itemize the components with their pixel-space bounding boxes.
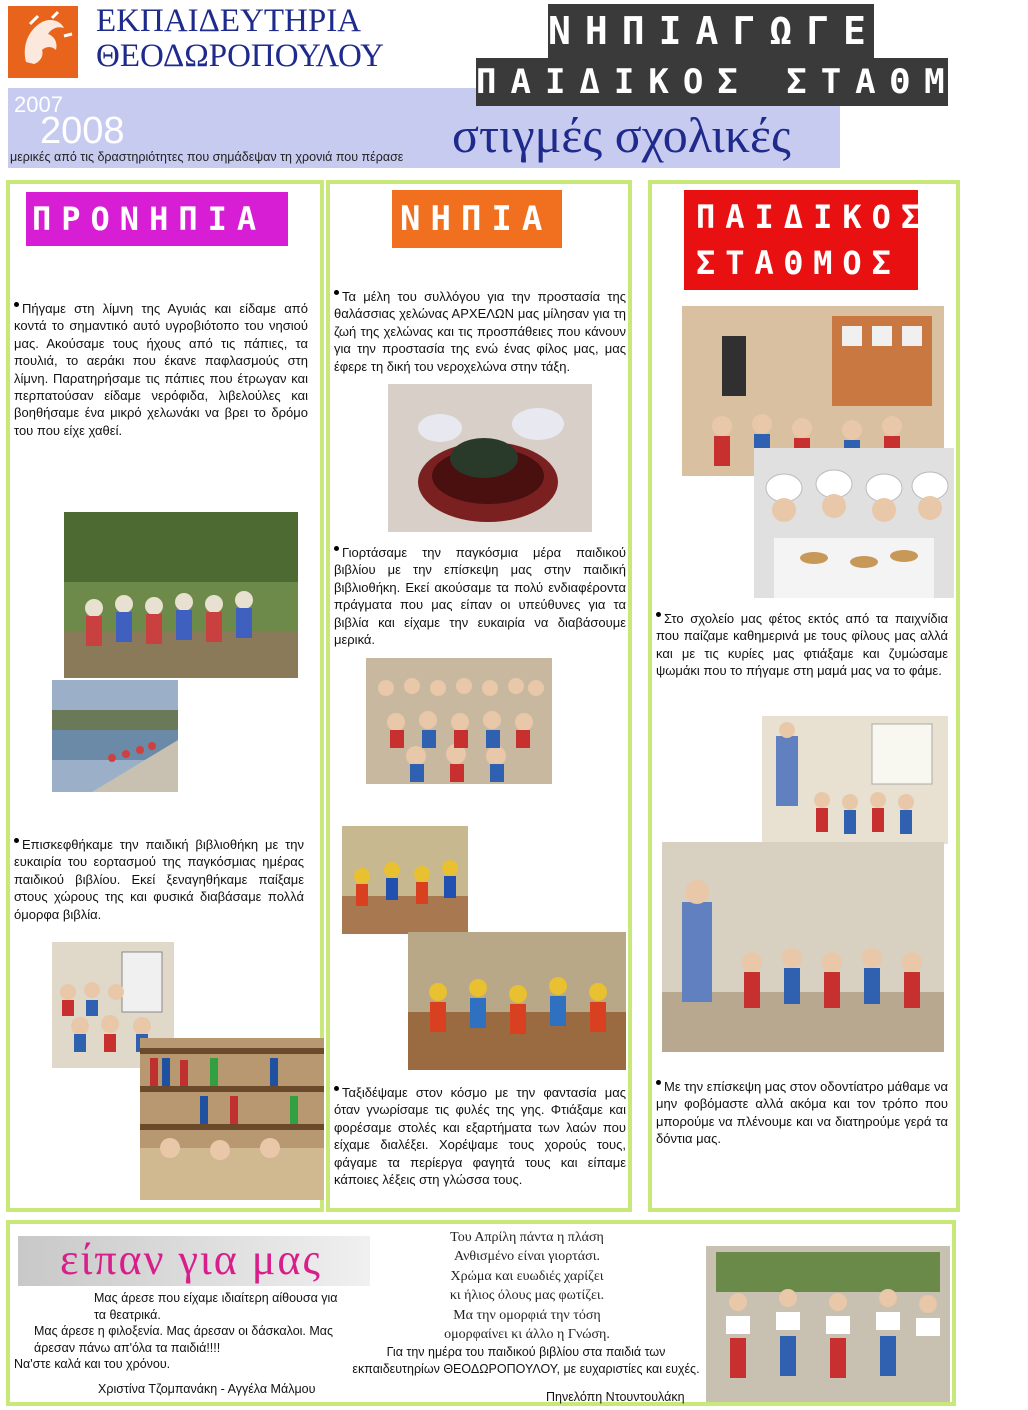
footer-heading: είπαν για μας [60,1235,322,1284]
bullet-icon [14,302,19,307]
poem-line: ομορφαίνει κι άλλο η Γνώση. [444,1327,610,1343]
bullet-icon [656,1080,661,1085]
bullet-icon [14,838,19,843]
poem-line: Χρώμα και ευωδιές χαρίζει [450,1268,604,1284]
school-name-line2: ΘΕΟΔΩΡΟΠΟΥΛΟΥ [96,38,384,74]
paidikos-heading-line1: ΠΑΙΔΙΚΟΣ [696,198,931,236]
quote-line-3: Να'στε καλά και του χρόνου. [14,1357,171,1372]
page-subtitle: μερικές από τις δραστηριότητες που σημάδεψαν τη χρονιά που πέρασε [10,150,404,164]
photo-children-lake-walk [64,512,298,678]
poem-author: Πηνελόπη Ντουντουλάκη [546,1390,685,1404]
title-nipiagogeio: ΝΗΠΙΑΓΩΓΕΙΟ [548,4,874,58]
photo-turtle-bowl [388,384,592,532]
nipia-heading: ΝΗΠΙΑ [392,190,562,248]
paidikos-heading-line2: ΣΤΑΘΜΟΣ [696,244,901,282]
bullet-icon [656,612,661,617]
year-end: 2008 [40,110,125,152]
paidikos-text-dentist: Με την επίσκεψη μας στον οδοντίατρο μάθαμε να μην φοβόμαστε αλλά ακόμα και τον τρόπο που μπορούμε να πλένουμε και να διατηρούμε γερά τα δόντια μας. [656,1079,948,1147]
poem-note: Για την ημέρα του παιδικού βιβλίου στα παιδιά των εκπαιδευτηρίων ΘΕΟΔΩΡΟΠΟΥΛΟΥ, με ευχαριστίες και ευχές. [352,1345,700,1376]
title-paidikos-stathmos: ΠΑΙΔΙΚΟΣ ΣΤΑΘΜΟΣ [476,58,948,106]
photo-lake-path [52,680,178,792]
photo-baking-bread [754,448,954,598]
year-start: 2007 [14,92,63,117]
poem-line: Ανθισμένο είναι γιορτάσι. [454,1249,600,1265]
photo-classroom-teacher [762,716,948,844]
paidikos-text-bread: Στο σχολείο μας φέτος εκτός από τα παιχνίδια που παίζαμε καθημερινά με τους φίλους μας αλλά και με τις κυρίες μας φτιάξαμε και ζυμώσαμε ψωμάκι που το πήγαμε στη μαμά μας να το φάμε. [656,611,948,679]
page-title: στιγμές σχολικές [452,107,791,163]
nipia-text-peoples: Ταξιδέψαμε στον κόσμο με την φαντασία μας όταν γνωρίσαμε τις φυλές της γης. Φτιάξαμε και φορέσαμε στολές και εξαρτήματα των λαών που είχαμε διαλέξει. Χορέψαμε τους χορούς τους, φάγαμε τα περίεργα φαγητά τους και είπαμε κάποιες λέξεις στη γλώσσα τους. [334,1085,626,1188]
quote-line-1: Μας άρεσε που είχαμε ιδιαίτερη αίθουσα για τα θεατρικά. [94,1291,338,1322]
photo-library-children [366,658,552,784]
quote-line-2: Μας άρεσε η φιλοξενία. Μας άρεσαν οι δάσκαλοι. Μας άρεσαν πάνω απ'όλα τα παιδιά!!!! [34,1324,334,1355]
school-name-line1: ΕΚΠΑΙΔΕΥΤΗΡΙΑ [96,3,362,39]
school-logo [8,6,78,78]
pronipia-text-library: Επισκεφθήκαμε την παιδική βιβλιοθήκη με την ευκαιρία του εορτασμού της παγκόσμιας ημέρας παιδικού βιβλίου. Εκεί ξεναγηθήκαμε παίξαμε στους χώρους της και φυσικά διαβάσαμε πολλά όμορφα βιβλία. [14,837,304,922]
nipia-text-library: Γιορτάσαμε την παγκόσμια μέρα παιδικού βιβλίου με την επίσκεψη μας στην παιδική βιβλιοθήκη. Εκεί ακούσαμε τα πολύ ενδιαφέροντα πράγματα που μας είπαν οι υπεύθυνες για τα βιβλία και είχαμε την ευκαιρία να διαβάσουμε μερικά. [334,545,626,648]
pronipia-text-lake: Πήγαμε στη λίμνη της Αγυιάς και είδαμε από κοντά το σημαντικό αυτό υγροβιότοπο του νησιού μας. Ακούσαμε τους ήχους από τις πάπιες, τα πουλιά, το αεράκι που έκανε παφλασμούς στη λίμνη. Παρατηρήσαμε τις πάπιες που έτρωγαν και περπατούσαν είδαμε νερόφιδα, λιβελούλες και βοηθήσαμε ένα μικρό χελωνάκι να βρει το δρόμο του που είχε χαθεί. [14,301,308,438]
poem-line: Του Απρίλη πάντα η πλάση [450,1230,604,1245]
photo-library-reading [140,1038,324,1200]
photo-dentist-visit [662,842,944,1052]
photo-peoples-costumes-1 [342,826,468,934]
poem-line: κι ήλιος όλους μας φωτίζει. [449,1288,605,1304]
nipia-text-turtle: Τα μέλη του συλλόγου για την προστασία της θαλάσσιας χελώνας ΑΡΧΕΛΩΝ μας μίλησαν για τη ζωή της χελώνας και τις προσπάθειες που κάνουν για την προστασία της ενώ ένας φίλος μας, μας έφερε τη δική του νεροχελώνα στην τάξη. [334,289,626,374]
bullet-icon [334,290,339,295]
parent-quotes [14,1290,340,1373]
pronipia-heading: ΠΡΟΝΗΠΙΑ [26,192,288,246]
poem-line: Μα την ομορφιά την τόση [453,1307,601,1323]
paidikos-heading [684,190,931,290]
photo-classroom-drawings [706,1246,950,1402]
quote-author: Χριστίνα Τζομπανάκη - Αγγέλα Μάλμου [98,1382,316,1396]
photo-peoples-costumes-2 [408,932,626,1070]
bullet-icon [334,1086,339,1091]
school-name [96,4,384,74]
poem [378,1228,676,1344]
bullet-icon [334,546,339,551]
